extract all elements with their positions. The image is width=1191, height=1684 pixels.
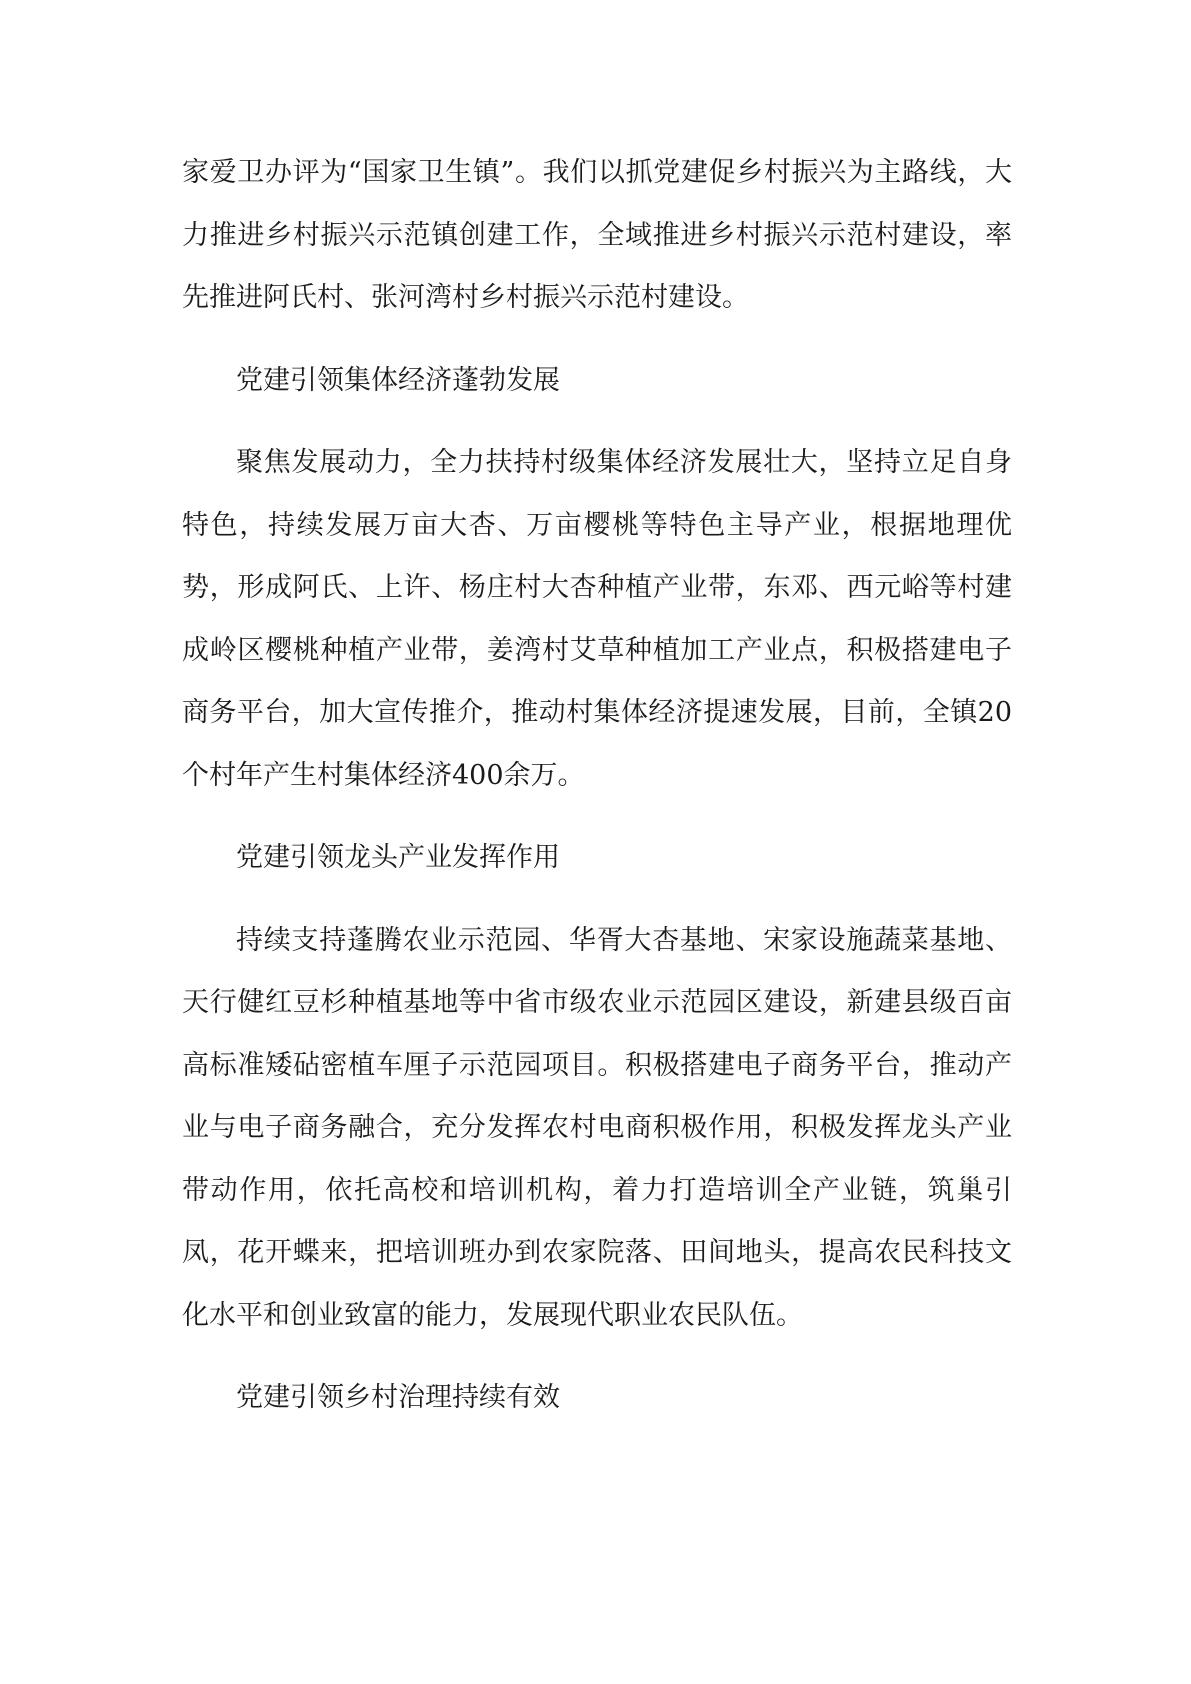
paragraph-gap [182,807,1012,827]
paragraph-intro-continued: 家爱卫办评为“国家卫生镇”。我们以抓党建促乡村振兴为主路线，大力推进乡村振兴示范镇创建工作，全域推进乡村振兴示范村建设，率先推进阿氏村、张河湾村乡村振兴示范村建设。 [182,157,1012,313]
section-heading-leading-industry: 党建引领龙头产业发挥作用 [236,842,560,873]
section-heading-rural-governance: 党建引领乡村治理持续有效 [236,1382,560,1413]
section-heading-collective-economy: 党建引领集体经济蓬勃发展 [236,364,560,396]
document-page [182,142,1012,1430]
paragraph-gap [182,412,1012,432]
paragraph-leading-industry: 持续支持蓬腾农业示范园、华胥大杏基地、宋家设施蔬菜基地、天行健红豆杉种植基地等中省市级农业示范园区建设，新建县级百亩高标准矮砧密植车厘子示范园项目。积极搭建电子商务平台，推动产业与电子商务融合，充分发挥农村电商积极作用，积极发挥龙头产业带动作用，依托高校和培训机构，着力打造培训全产业链，筑巢引凤，花开蝶来，把培训班办到农家院落、田间地头，提高农民科技文化水平和创业致富的能力，发展现代职业农民队伍。 [182,924,1012,1331]
paragraph-gap [182,1347,1012,1367]
paragraph-gap [182,890,1012,910]
paragraph-collective-economy: 聚焦发展动力，全力扶持村级集体经济发展壮大，坚持立足自身特色，持续发展万亩大杏、万亩樱桃等特色主导产业，根据地理优势，形成阿氏、上许、杨庄村大杏种植产业带，东邓、西元峪等村建成岭区樱桃种植产业带，姜湾村艾草种植加工产业点，积极搭建电子商务平台，加大宣传推介，推动村集体经济提速发展，目前，全镇20个村年产生村集体经济400余万。 [182,447,1012,791]
paragraph-gap [182,330,1012,350]
